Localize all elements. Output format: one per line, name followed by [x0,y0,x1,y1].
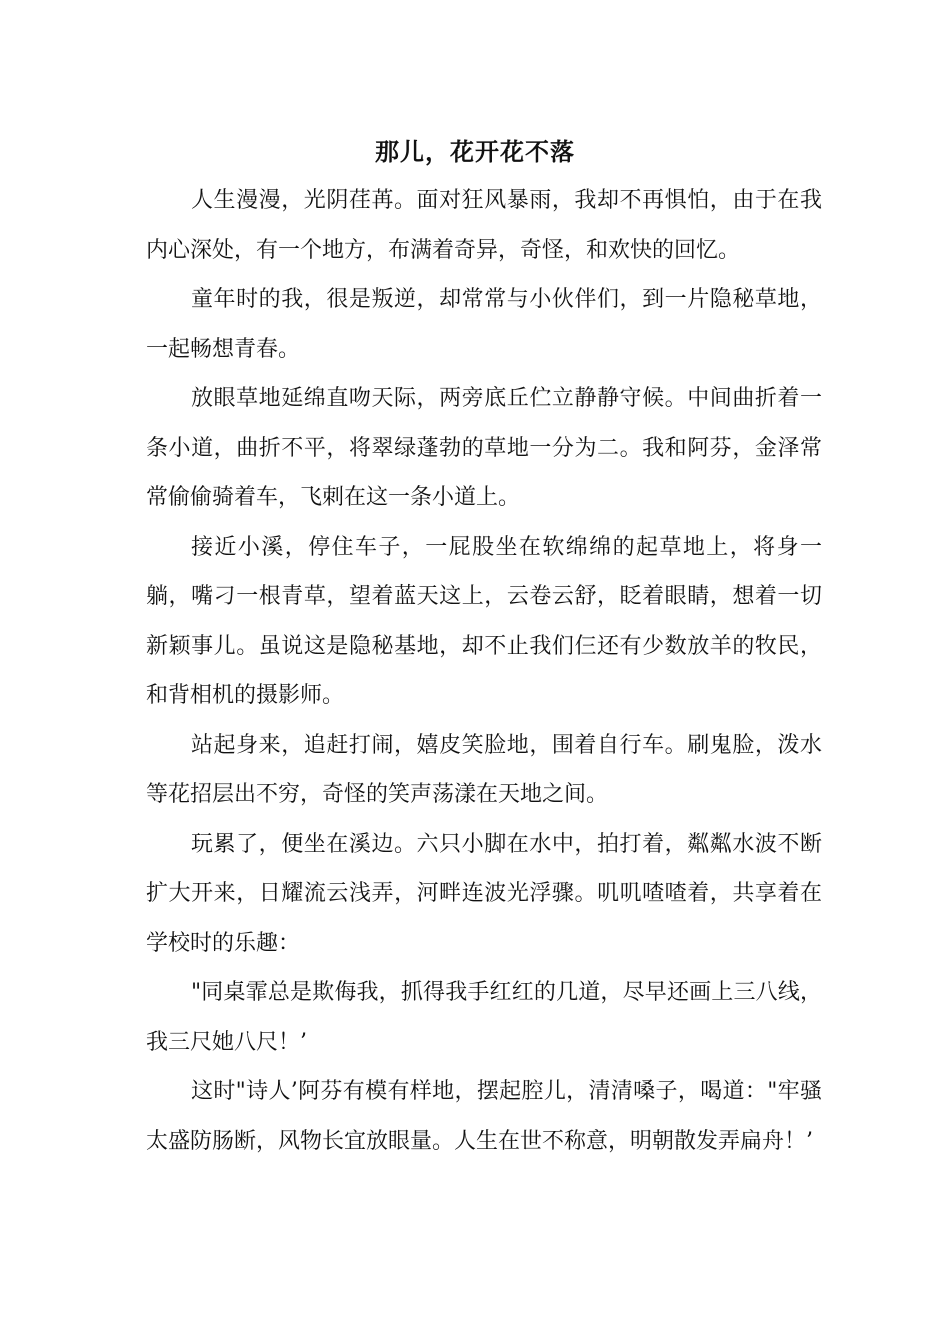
paragraph: 玩累了，便坐在溪边。六只小脚在水中，拍打着，粼粼水波不断扩大开来，日耀流云浅弄，河畔连波光浮骤。叽叽喳喳着，共享着在学校时的乐趣： [146,831,822,956]
document-title: 那儿，花开花不落 [375,138,575,166]
paragraph: "同桌霏总是欺侮我，抓得我手红红的几道，尽早还画上三八线，我三尺她八尺！’ [146,980,822,1055]
paragraph: 站起身来，追赶打闹，嬉皮笑脸地，围着自行车。刷鬼脸，泼水等花招层出不穷，奇怪的笑声荡漾在天地之间。 [146,732,822,807]
paragraph: 接近小溪，停住车子，一屁股坐在软绵绵的起草地上，将身一躺，嘴刁一根青草，望着蓝天这上，云卷云舒，眨着眼睛，想着一切新颖事儿。虽说这是隐秘基地，却不止我们仨还有少数放羊的牧民，和背相机的摄影师。 [146,534,822,708]
document-body [146,176,822,1166]
paragraph: 这时"诗人’阿芬有模有样地，摆起腔儿，清清嗓子，喝道："牢骚太盛防肠断，风物长宜放眼量。人生在世不称意，明朝散发弄扁舟！’ [146,1079,822,1154]
paragraph: 放眼草地延绵直吻天际，两旁底丘伫立静静守候。中间曲折着一条小道，曲折不平，将翠绿蓬勃的草地一分为二。我和阿芬，金泽常常偷偷骑着车，飞刺在这一条小道上。 [146,386,822,510]
paragraph: 童年时的我，很是叛逆，却常常与小伙伴们，到一片隐秘草地，一起畅想青春。 [146,287,822,362]
paragraph: 人生漫漫，光阴荏苒。面对狂风暴雨，我却不再惧怕，由于在我内心深处，有一个地方，布满着奇异，奇怪，和欢快的回忆。 [146,188,822,263]
